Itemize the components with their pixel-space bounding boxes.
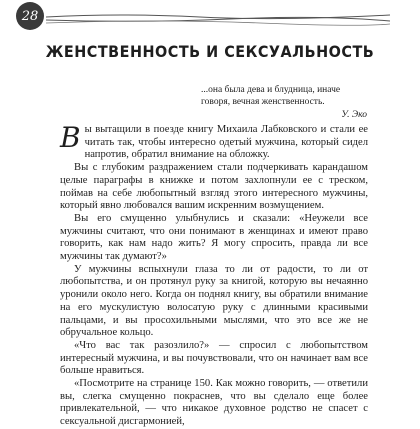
page-number: 28	[21, 8, 39, 24]
epigraph-text: ...она была дева и блудница, иначе говоря, вечная женственность.	[201, 85, 341, 107]
header-decorative-rule	[0, 0, 420, 40]
epigraph	[201, 84, 367, 121]
paragraph: «Посмотрите на странице 150. Как можно говорить, — ответили вы, слегка смущенно покраснев, что вы сделало еще более привлекательной, — что никакое духовное родство не спасет с сексуальной дисгармонией,	[60, 378, 368, 428]
paragraph-text: ы вытащили в поезде книгу Михаила Лабковского и стали ее читать так, чтобы интересно одетый мужчина, который сидел напротив, обратил внимание на обложку.	[84, 124, 368, 161]
body-text	[60, 121, 368, 429]
paragraph: «Что вас так разозлило?» — спросил с любопытством интересный мужчина, и вы почувствовали, что он начинает вам все больше нравиться.	[60, 339, 368, 377]
paragraph: Вы его смущенно улыбнулись и сказали: «Неужели все мужчины считают, что они понимают в женщинах и имеют право говорить, как нам надо жить? Я могу спросить, правда ли все мужчины так думают?»	[60, 212, 368, 263]
paragraph: У мужчины вспыхнули глаза то ли от радости, то ли от любопытства, и он протянул руку за книгой, которую вы нечаянно уронили около него. Когда он поднял книгу, вы обратили внимание на его мускулистую волосатую руку с длинными красивыми пальцами, и вы просохильными мыслями, что это все же не обручальное кольцо.	[60, 263, 368, 339]
chapter-title: ЖЕНСТВЕННОСТЬ И СЕКСУАЛЬНОСТЬ	[45, 42, 375, 61]
drop-cap: В	[60, 121, 81, 154]
paragraph: Вы с глубоким раздражением стали подчеркивать карандашом целые параграфы в книжке и потом захлопнули ее с треском, поймав на себе любопытный взгляд этого интересного мужчины, который явно любовался вашим искренним возмущением.	[60, 162, 368, 212]
page-number-badge	[16, 2, 44, 30]
epigraph-author: У. Эко	[341, 110, 367, 120]
paragraph	[60, 121, 368, 162]
